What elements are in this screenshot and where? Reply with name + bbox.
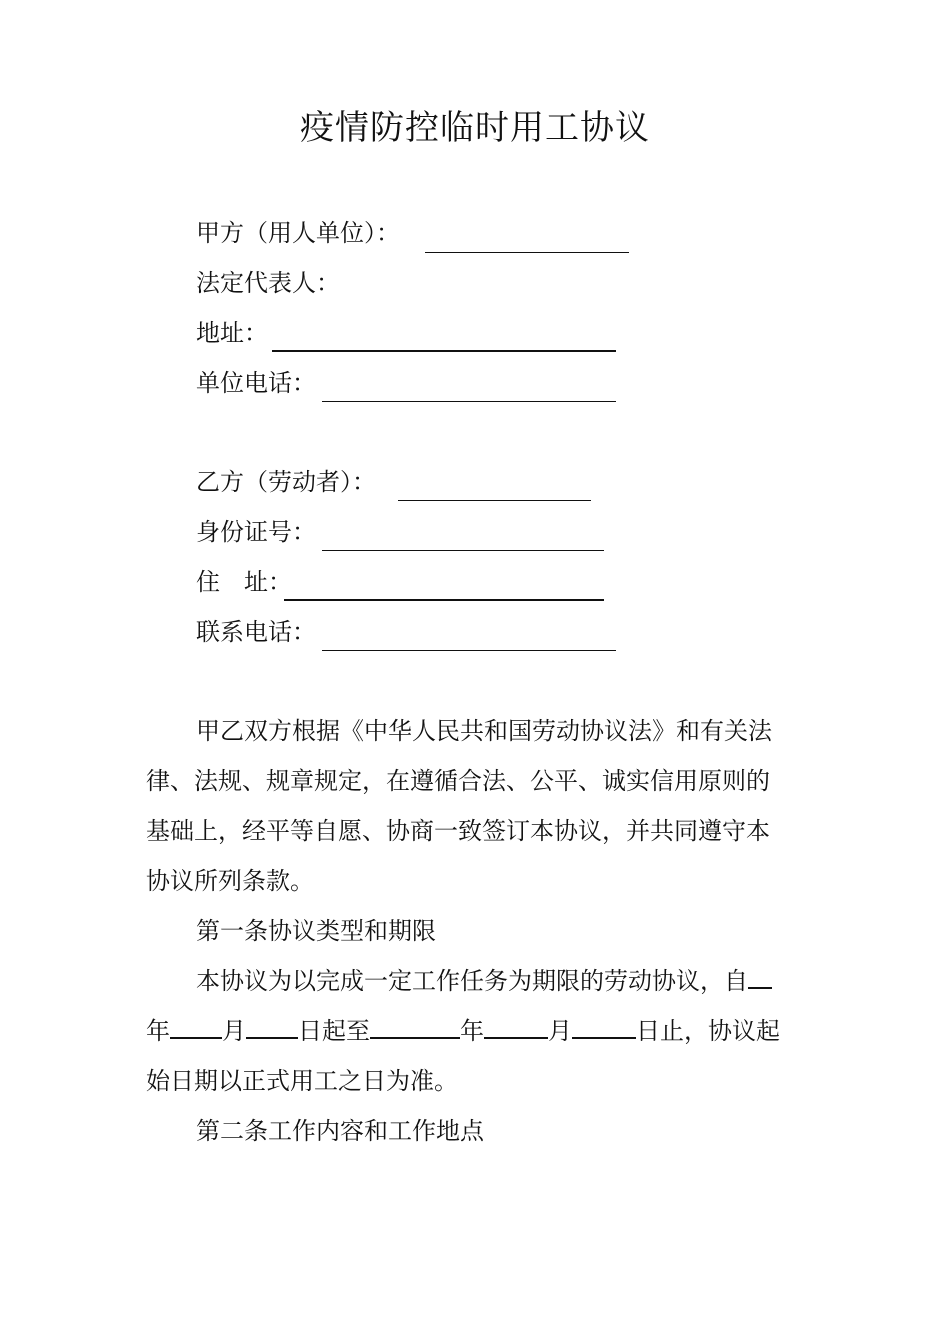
party-a-address-blank[interactable] xyxy=(272,350,616,352)
party-b-address-blank[interactable] xyxy=(284,599,604,601)
document-title: 疫情防控临时用工协议 xyxy=(300,108,650,148)
party-a-phone-blank[interactable] xyxy=(322,401,616,402)
preamble-line: 协议所列条款。 xyxy=(146,867,314,895)
party-b-worker-label: 乙方（劳动者）： xyxy=(196,468,376,496)
party-b-address-label: 住 址： xyxy=(196,568,292,596)
month2-label: 月 xyxy=(548,1017,572,1045)
party-a-address-label: 地址： xyxy=(196,319,268,347)
preamble-line: 基础上，经平等自愿、协商一致签订本协议，并共同遵守本 xyxy=(146,817,770,845)
year2-label: 年 xyxy=(460,1017,484,1045)
article-2 xyxy=(146,1106,808,1156)
party-a-phone-label: 单位电话： xyxy=(196,369,316,397)
start-day-blank[interactable] xyxy=(246,1015,298,1039)
day-from-label: 日起至 xyxy=(298,1017,370,1045)
article-1-text: 本协议为以完成一定工作任务为期限的劳动协议，自 xyxy=(196,967,748,995)
article-1-line: 始日期以正式用工之日为准。 xyxy=(146,1067,458,1095)
start-month-blank[interactable] xyxy=(170,1015,222,1039)
preamble-line: 律、法规、规章规定，在遵循合法、公平、诚实信用原则的 xyxy=(146,767,770,795)
end-month-blank[interactable] xyxy=(484,1015,548,1039)
preamble-line: 甲乙双方根据《中华人民共和国劳动协议法》和有关法 xyxy=(196,717,772,745)
party-b-phone-blank[interactable] xyxy=(322,650,616,651)
party-b-worker-blank[interactable] xyxy=(398,500,591,501)
end-year-blank[interactable] xyxy=(370,1015,460,1039)
article-1-heading: 第一条协议类型和期限 xyxy=(196,917,436,945)
end-day-blank[interactable] xyxy=(572,1015,636,1039)
party-b-id-blank[interactable] xyxy=(322,550,604,551)
start-year-blank[interactable] xyxy=(748,965,772,989)
month-label: 月 xyxy=(222,1017,246,1045)
party-a-unit-label: 甲方（用人单位）： xyxy=(196,219,400,247)
party-b-phone-label: 联系电话： xyxy=(196,618,316,646)
article-1-line xyxy=(146,956,808,1006)
article-2-heading: 第二条工作内容和工作地点 xyxy=(196,1117,484,1145)
party-a-unit-blank[interactable] xyxy=(425,252,629,253)
party-a-rep-label: 法定代表人： xyxy=(196,269,340,297)
day-to-label: 日止，协议起 xyxy=(636,1017,780,1045)
article-1-date-line xyxy=(146,1006,808,1056)
article-1 xyxy=(146,906,808,1106)
party-b-id-label: 身份证号： xyxy=(196,518,316,546)
preamble-paragraph xyxy=(146,706,808,906)
year-label: 年 xyxy=(146,1017,170,1045)
